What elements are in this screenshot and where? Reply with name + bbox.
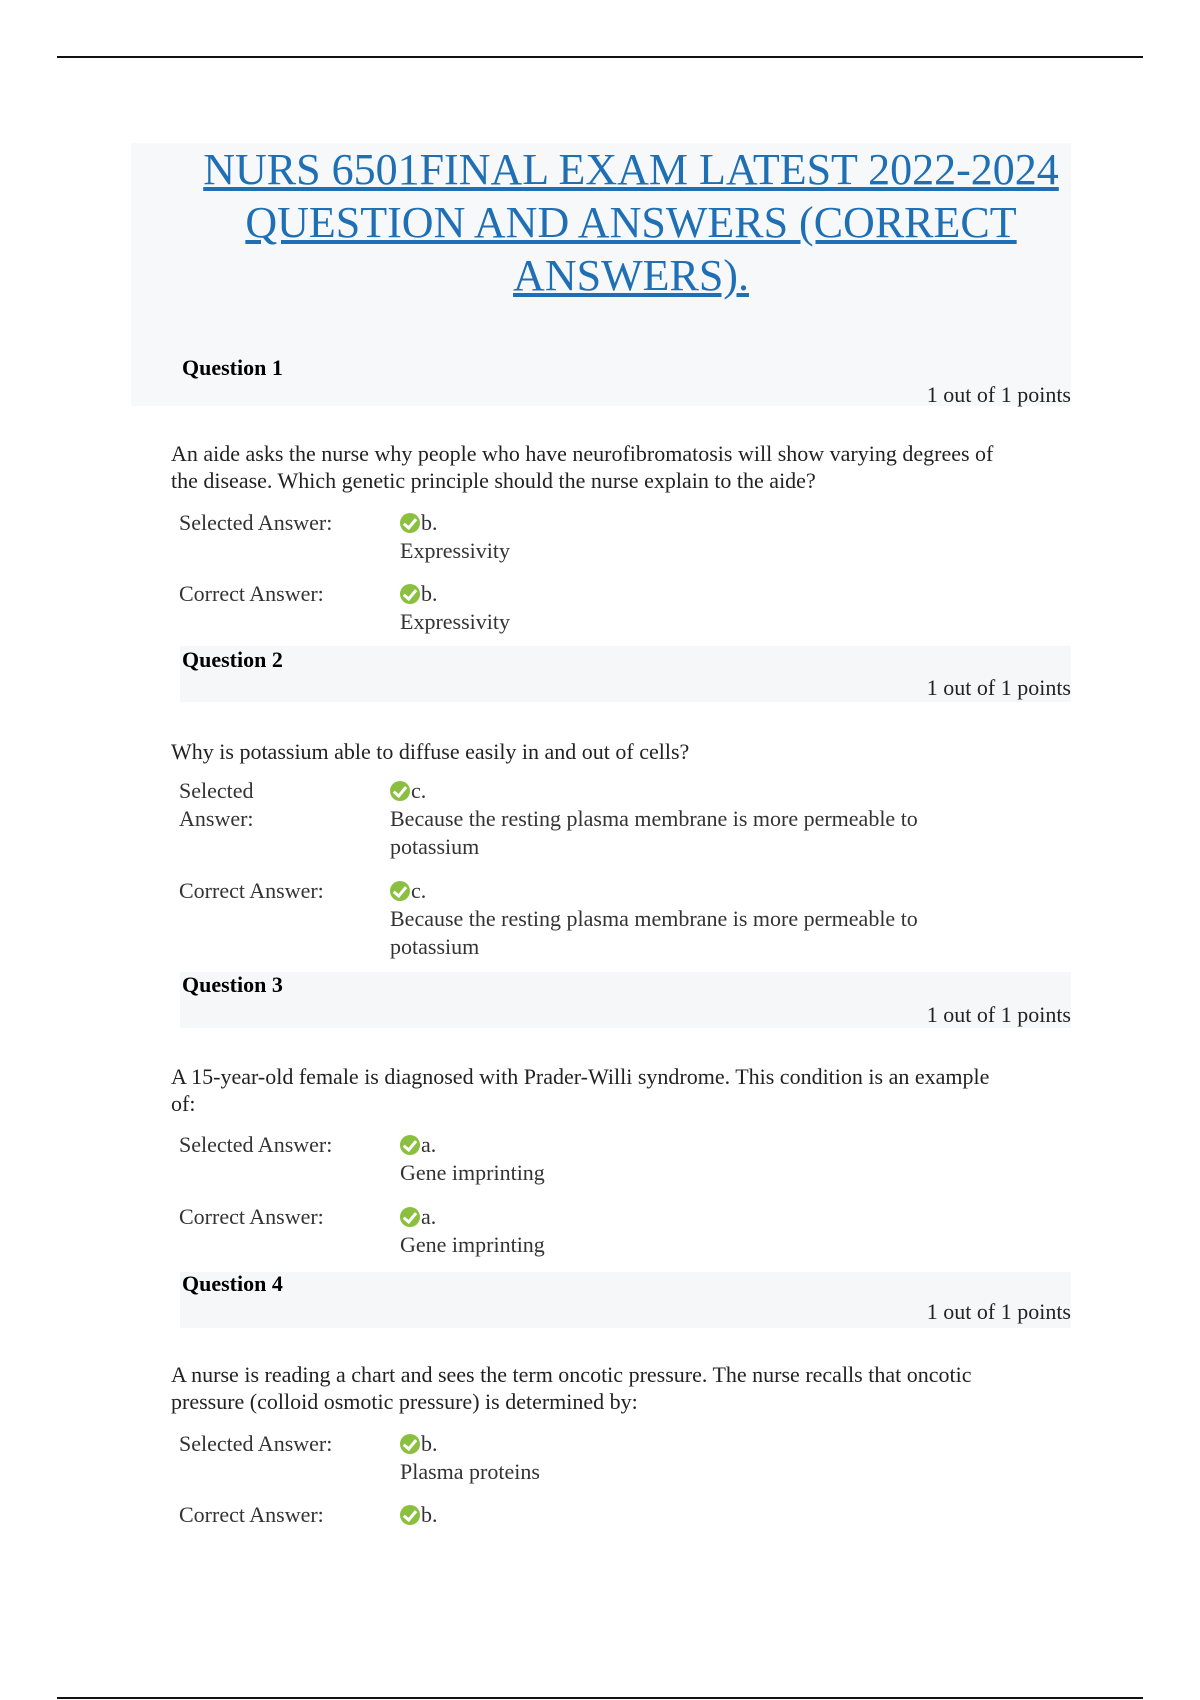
question-3-correct-label: Correct Answer: [179,1204,324,1229]
check-icon [390,781,410,801]
check-icon [400,1505,420,1525]
question-4-correct-answer: b. [400,1501,438,1529]
question-1-selected-label: Selected Answer: [179,510,333,535]
question-2-points: 1 out of 1 points [926,675,1071,700]
question-2-selected-label: Selected Answer: [179,778,254,831]
question-2-correct-label: Correct Answer: [179,878,324,903]
question-2-correct-answer: c. Because the resting plasma membrane is more permeable to potassium [390,878,918,959]
question-1-label: Question 1 [182,355,283,380]
question-4-selected-answer: b. Plasma proteins [400,1431,540,1484]
question-2-selected-answer: c. Because the resting plasma membrane is more permeable to potassium [390,778,918,859]
question-1-correct-label: Correct Answer: [179,581,324,606]
check-icon [400,1434,420,1454]
question-3-selected-answer: a. Gene imprinting [400,1132,545,1185]
check-icon [400,1135,420,1155]
question-4-text: A nurse is reading a chart and sees the term oncotic pressure. The nurse recalls that oncotic pressure (colloid osmotic pressure) is determined by: [171,1362,972,1414]
top-rule [57,56,1143,58]
question-2-text: Why is potassium able to diffuse easily in and out of cells? [171,739,690,764]
question-3-label: Question 3 [182,972,283,997]
question-4-correct-label: Correct Answer: [179,1502,324,1527]
question-3-points: 1 out of 1 points [926,1002,1071,1027]
check-icon [400,1207,420,1227]
question-3-correct-answer: a. Gene imprinting [400,1204,545,1257]
question-3-text: A 15-year-old female is diagnosed with Prader-Willi syndrome. This condition is an example of: [171,1064,990,1116]
question-3-selected-label: Selected Answer: [179,1132,333,1157]
question-1-correct-answer: b. Expressivity [400,581,510,634]
bottom-rule [57,1697,1143,1699]
document-title[interactable]: NURS 6501FINAL EXAM LATEST 2022-2024 QUESTION AND ANSWERS (CORRECT ANSWERS). [203,145,1059,300]
question-1-selected-answer: b. Expressivity [400,510,510,563]
question-4-selected-label: Selected Answer: [179,1431,333,1456]
question-4-points: 1 out of 1 points [926,1299,1071,1324]
question-1-text: An aide asks the nurse why people who have neurofibromatosis will show varying degrees of the disease. Which genetic principle should the nurse explain to the aide? [171,441,994,493]
question-1-points: 1 out of 1 points [926,382,1071,407]
check-icon [400,513,420,533]
question-4-label: Question 4 [182,1271,283,1296]
check-icon [390,881,410,901]
question-2-label: Question 2 [182,647,283,672]
check-icon [400,584,420,604]
